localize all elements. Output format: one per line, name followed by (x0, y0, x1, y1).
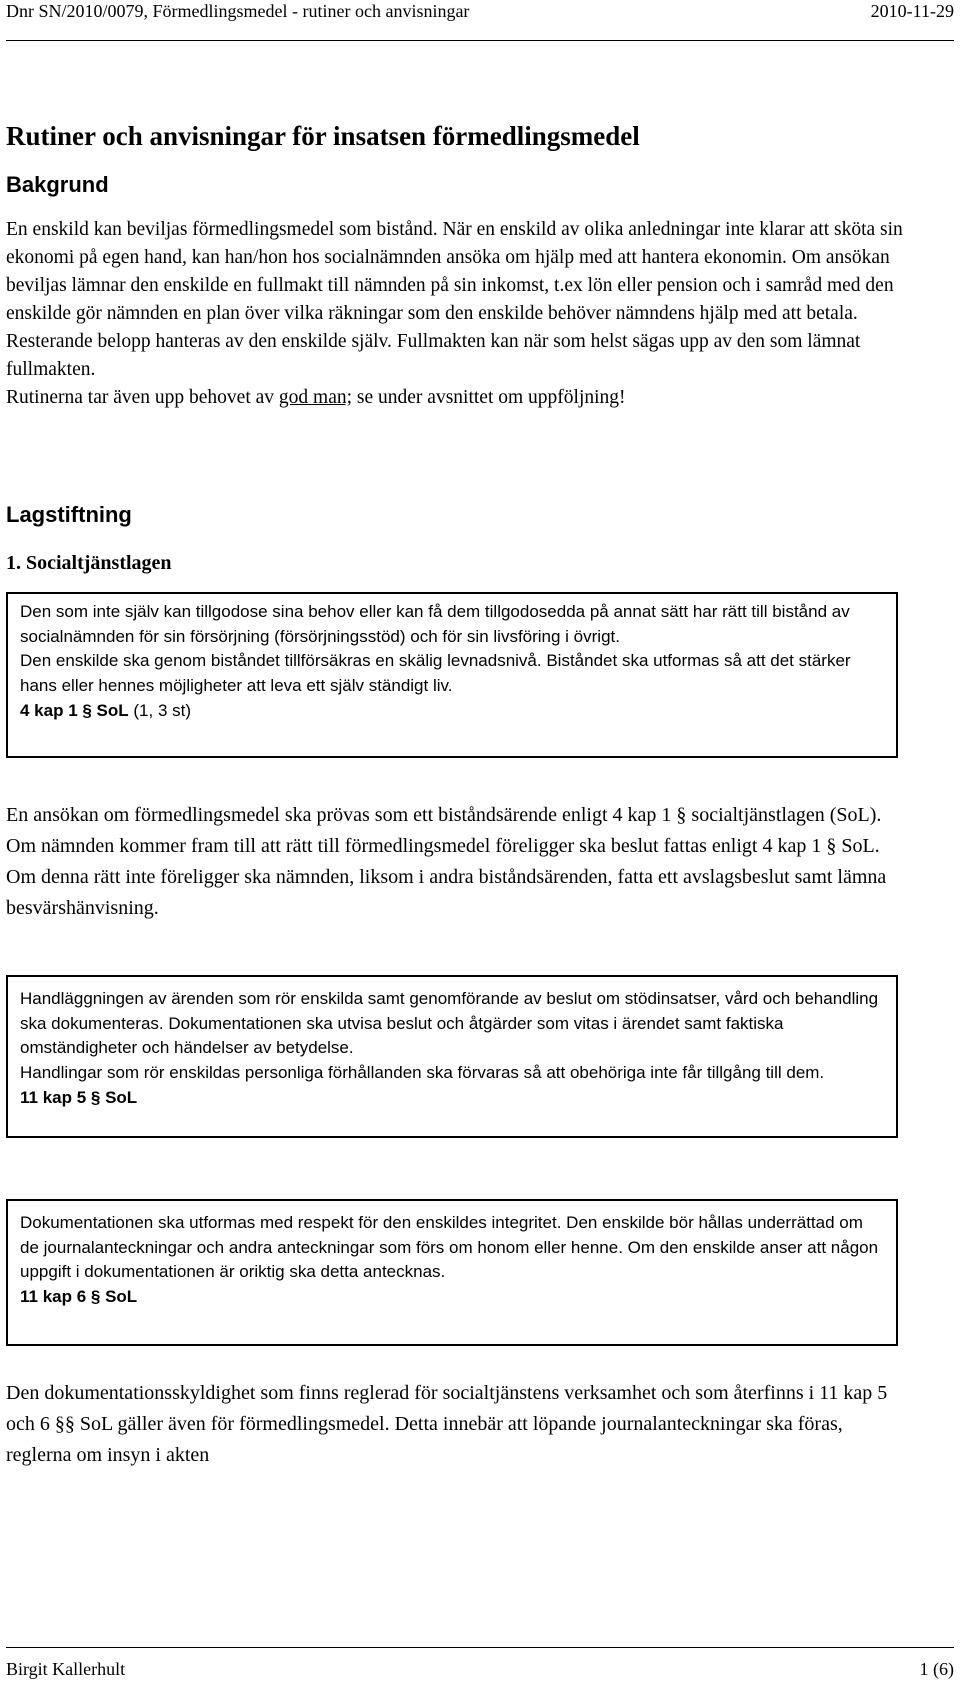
law-box-11-kap-5-p2: Handlingar som rör enskildas personliga förhållanden ska förvaras så att obehöriga inte får tillgång till dem. (20, 1063, 825, 1083)
header-date: 2010-11-29 (870, 1, 954, 21)
page-footer (6, 1647, 954, 1688)
footer-page-number: 1 (6) (919, 1659, 954, 1679)
law-box-4-kap-1 (6, 592, 898, 758)
law-ref-11-kap-5: 11 kap 5 § SoL (20, 1087, 138, 1107)
heading-background: Bakgrund (6, 172, 109, 197)
law-box-4-kap-1-p2: Den enskilde ska genom biståndet tillförsäkras en skälig levnadsnivå. Biståndet ska utformas så att det stärker hans eller hennes möjligheter att leva ett själv ständigt liv. (20, 651, 851, 696)
law-box-11-kap-6 (6, 1199, 898, 1346)
law-box-4-kap-1-ref-line (20, 699, 884, 724)
header-doc-ref: Dnr SN/2010/0079, Förmedlingsmedel - rutiner och anvisningar (6, 1, 470, 21)
law-box-4-kap-1-p1: Den som inte själv kan tillgodose sina behov eller kan få dem tillgodosedda på annat sätt har rätt till bistånd av socialnämnden för sin försörjning (försörjningsstöd) och för sin livsföring i övrigt. (20, 602, 850, 646)
law-box-11-kap-5-p1: Handläggningen av ärenden som rör enskilda samt genomförande av beslut om stödinsatser, vård och behandling ska dokumenteras. Dokumentationen ska utvisa beslut och åtgärder som vitas i ärendet samt faktiska omständigheter och händelser av betydelse. (20, 989, 879, 1058)
footer-author: Birgit Kallerhult (6, 1659, 126, 1679)
heading-social-services-act: 1. Socialtjänstlagen (6, 552, 172, 574)
guardian-text-before: Rutinerna tar även upp behovet av (6, 387, 279, 408)
guardian-text-after: se under avsnittet om uppföljning! (352, 387, 626, 408)
law-ref-4-kap-1-extra: (1, 3 st) (128, 700, 192, 720)
page-title: Rutiner och anvisningar för insatsen förmedlingsmedel (6, 121, 640, 151)
guardian-link[interactable]: god man; (278, 387, 353, 408)
application-paragraph: En ansökan om förmedlingsmedel ska prövas som ett biståndsärende enligt 4 kap 1 § socialtjänstlagen (SoL). Om nämnden kommer fram till att rätt till förmedlingsmedel föreligger ska beslut fattas enligt 4 kap 1 § SoL. Om denna rätt inte föreligger ska nämnden, liksom i andra biståndsärenden, fatta ett avslagsbeslut samt lämna besvärshänvisning. (6, 804, 887, 919)
page-header (6, 0, 954, 41)
documentation-paragraph: Den dokumentationsskyldighet som finns reglerad för socialtjänstens verksamhet och som återfinns i 11 kap 5 och 6 §§ SoL gäller även för förmedlingsmedel. Detta innebär att löpande journalanteckningar ska föras, reglerna om insyn i akten (6, 1382, 888, 1466)
background-text: En enskild kan beviljas förmedlingsmedel som bistånd. När en enskild av olika anledningar inte klarar att sköta sin ekonomi på egen hand, kan han/hon hos socialnämnden ansöka om hjälp med att hantera ekonomin. Om ansökan beviljas lämnar den enskilde en fullmakt till nämnden på sin inkomst, t.ex lön eller pension och i samråd med den enskilde gör nämnden en plan över vilka räkningar som den enskilde behöver nämndens hjälp med att betala. Resterande belopp hanteras av den enskilde själv. Fullmakten kan när som helst sägas upp av den som lämnat fullmakten. (6, 219, 903, 380)
background-line-guardian (6, 384, 906, 412)
law-ref-4-kap-1: 4 kap 1 § SoL (20, 700, 129, 720)
law-box-11-kap-6-p1: Dokumentationen ska utformas med respekt för den enskildes integritet. Den enskilde bör hållas underrättad om de journalanteckningar och andra anteckningar som förs om honom eller henne. Om den enskilde anser att någon uppgift i dokumentationen är oriktig ska detta antecknas. (20, 1213, 879, 1282)
heading-legislation: Lagstiftning (6, 502, 132, 527)
background-paragraph (6, 216, 906, 412)
law-box-11-kap-5 (6, 975, 898, 1138)
law-ref-11-kap-6: 11 kap 6 § SoL (20, 1287, 138, 1307)
